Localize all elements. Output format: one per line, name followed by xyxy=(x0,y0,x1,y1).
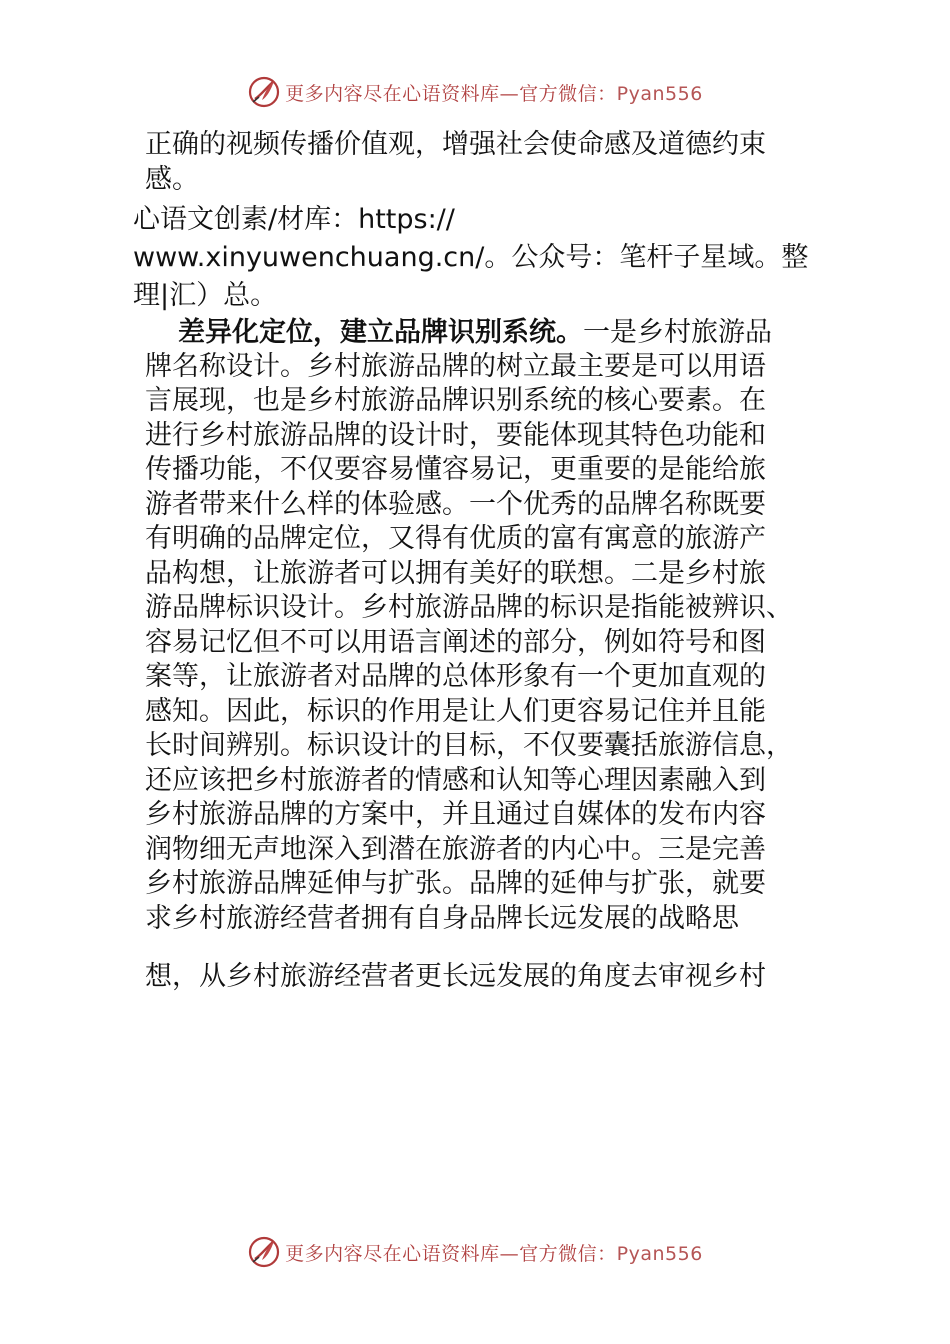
paragraph-line: 品构想，让旅游者可以拥有美好的联想。二是乡村旅 xyxy=(145,558,766,589)
source-note-line-2: www.xinyuwenchuang.cn/。公众号：笔杆子星域。整 xyxy=(133,242,809,273)
paragraph-line: 案等，让旅游者对品牌的总体形象有一个更加直观的 xyxy=(145,661,766,692)
footer-wechat-id: Pyan556 xyxy=(616,1242,703,1265)
paragraph-first-line xyxy=(178,316,772,350)
footer-banner xyxy=(0,1232,950,1272)
source-note-line-1: 心语文创素/材库：https:// xyxy=(133,204,455,235)
paragraph-line: 求乡村旅游经营者拥有自身品牌长远发展的战略思 xyxy=(145,903,739,934)
paragraph-line: 容易记忆但不可以用语言阐述的部分，例如符号和图 xyxy=(145,627,766,658)
paragraph-line: 言展现，也是乡村旅游品牌识别系统的核心要素。在 xyxy=(145,385,766,416)
header-banner-text: 更多内容尽在心语资料库—官方微信：Pyan556 xyxy=(285,82,703,105)
intro-line-1: 正确的视频传播价值观，增强社会使命感及道德约束 xyxy=(145,129,766,160)
paragraph-line: 长时间辨别。标识设计的目标，不仅要囊括旅游信息， xyxy=(145,730,793,761)
paragraph-line: 乡村旅游品牌的方案中，并且通过自媒体的发布内容 xyxy=(145,799,766,830)
quill-logo-icon xyxy=(247,1235,281,1269)
paragraph-line: 还应该把乡村旅游者的情感和认知等心理因素融入到 xyxy=(145,765,766,796)
paragraph-line: 牌名称设计。乡村旅游品牌的树立最主要是可以用语 xyxy=(145,351,766,382)
paragraph-line: 润物细无声地深入到潜在旅游者的内心中。三是完善 xyxy=(145,834,766,865)
paragraph-line: 感知。因此，标识的作用是让人们更容易记住并且能 xyxy=(145,696,766,727)
intro-line-2: 感。 xyxy=(145,164,199,195)
paragraph-line: 有明确的品牌定位，又得有优质的富有寓意的旅游产 xyxy=(145,523,766,554)
footer-banner-text: 更多内容尽在心语资料库—官方微信：Pyan556 xyxy=(285,1242,703,1265)
paragraph-line: 乡村旅游品牌延伸与扩张。品牌的延伸与扩张，就要 xyxy=(145,868,766,899)
paragraph-line: 游者带来什么样的体验感。一个优秀的品牌名称既要 xyxy=(145,489,766,520)
source-note-line-3: 理|汇）总。 xyxy=(133,280,278,311)
paragraph-line: 传播功能，不仅要容易懂容易记，更重要的是能给旅 xyxy=(145,454,766,485)
header-wechat-id: Pyan556 xyxy=(616,82,703,105)
paragraph-line: 游品牌标识设计。乡村旅游品牌的标识是指能被辨识、 xyxy=(145,592,793,623)
paragraph-last-line: 想，从乡村旅游经营者更长远发展的角度去审视乡村 xyxy=(145,961,766,992)
paragraph-heading: 差异化定位，建立品牌识别系统。 xyxy=(178,317,583,348)
paragraph-line: 进行乡村旅游品牌的设计时，要能体现其特色功能和 xyxy=(145,420,766,451)
paragraph-first-line-rest: 一是乡村旅游品 xyxy=(583,317,772,348)
